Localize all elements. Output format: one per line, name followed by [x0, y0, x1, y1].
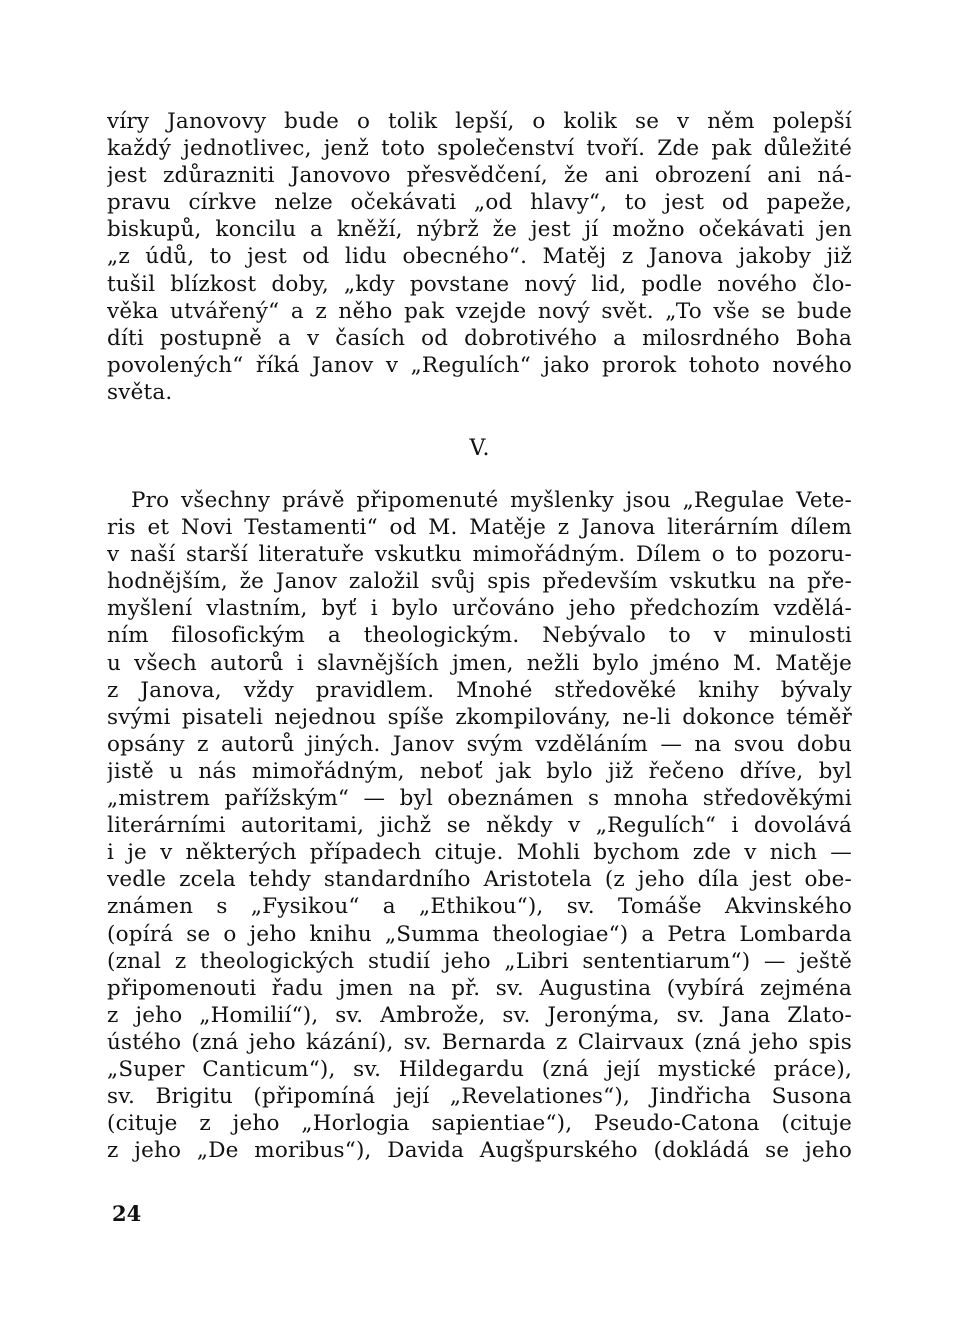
text-line: tušil blízkost doby, „kdy povstane nový lid, podle nového člo-	[107, 271, 852, 297]
text-line: připomenouti řadu jmen na př. sv. Augustina (vybírá zejména	[107, 975, 852, 1001]
text-line: literárními autoritami, jichž se někdy v „Regulích“ i dovolává	[107, 813, 852, 839]
text-line: (znal z theologických studií jeho „Libri sententiarum“) — ještě	[107, 948, 852, 974]
text-line: Pro všechny právě připomenuté myšlenky jsou „Regulae Vete-	[131, 488, 852, 513]
paragraph-2	[107, 487, 852, 1164]
text-line: vedle zcela tehdy standardního Aristotela (z jeho díla jest obe-	[107, 867, 852, 893]
text-line: ústého (zná jeho kázání), sv. Bernarda z Clairvaux (zná jeho spis	[107, 1029, 852, 1055]
text-line: biskupů, koncilu a kněží, nýbrž že jest jí možno očekávati jen	[107, 217, 852, 243]
text-line: z Janova, vždy pravidlem. Mnohé středověké knihy bývaly	[107, 677, 852, 703]
text-line: díti postupně a v časích od dobrotivého a milosrdného Boha	[107, 325, 852, 351]
text-line: ris et Novi Testamenti“ od M. Matěje z Janova literárním dílem	[107, 515, 852, 541]
text-line: věka utvářený“ a z něho pak vzejde nový svět. „To vše se bude	[107, 298, 852, 324]
paragraph-1	[107, 108, 852, 406]
text-line: jest zdůrazniti Janovovo přesvědčení, že ani obrození ani ná-	[107, 163, 852, 189]
text-line: u všech autorů i slavnějších jmen, nežli bylo jméno M. Matěje	[107, 650, 852, 676]
text-line: známen s „Fysikou“ a „Ethikou“), sv. Tomáše Akvinského	[107, 894, 852, 920]
text-line: z jeho „Homilií“), sv. Ambrože, sv. Jeronýma, sv. Jana Zlato-	[107, 1002, 852, 1028]
text-line: jistě u nás mimořádným, neboť jak bylo již řečeno dříve, byl	[107, 758, 852, 784]
text-line: svými pisateli nejednou spíše zkompilovány, ne-li dokonce téměř	[107, 704, 852, 730]
text-line: pravu církve nelze očekávati „od hlavy“, to jest od papeže,	[107, 190, 852, 216]
text-line: ním filosofickým a theologickým. Nebývalo to v minulosti	[107, 623, 852, 649]
section-heading: V.	[469, 436, 491, 461]
text-line: myšlení vlastním, byť i bylo určováno jeho předchozím vzdělá-	[107, 596, 852, 622]
text-line: v naší starší literatuře vskutku mimořádným. Dílem o to pozoru-	[107, 542, 852, 568]
text-line: sv. Brigitu (připomíná její „Revelationes“), Jindřicha Susona	[107, 1084, 852, 1110]
text-line: (cituje z jeho „Horlogia sapientiae“), Pseudo-Catona (cituje	[107, 1111, 852, 1137]
text-line: z jeho „De moribus“), Davida Augšpurského (dokládá se jeho	[107, 1138, 852, 1164]
text-line: (opírá se o jeho knihu „Summa theologiae“) a Petra Lombarda	[107, 921, 852, 947]
text-line: „z údů, to jest od lidu obecného“. Matěj z Janova jakoby již	[107, 244, 852, 270]
text-line: hodnějším, že Janov založil svůj spis především vskutku na pře-	[107, 569, 852, 595]
text-line: i je v některých případech cituje. Mohli bychom zde v nich —	[107, 840, 852, 866]
text-line: opsány z autorů jiných. Janov svým vzděláním — na svou dobu	[107, 731, 852, 757]
text-line: každý jednotlivec, jenž toto společenství tvoří. Zde pak důležité	[107, 136, 852, 162]
text-line: povolených“ říká Janov v „Regulích“ jako prorok tohoto nového	[107, 352, 852, 378]
text-line: víry Janovovy bude o tolik lepší, o kolik se v něm polepší	[107, 109, 852, 134]
text-line: „mistrem pařížským“ — byl obeznámen s mnoha středověkými	[107, 786, 852, 812]
page-number: 24	[112, 1201, 142, 1226]
text-line: světa.	[107, 379, 173, 405]
text-line: „Super Canticum“), sv. Hildegardu (zná její mystické práce),	[107, 1056, 852, 1082]
